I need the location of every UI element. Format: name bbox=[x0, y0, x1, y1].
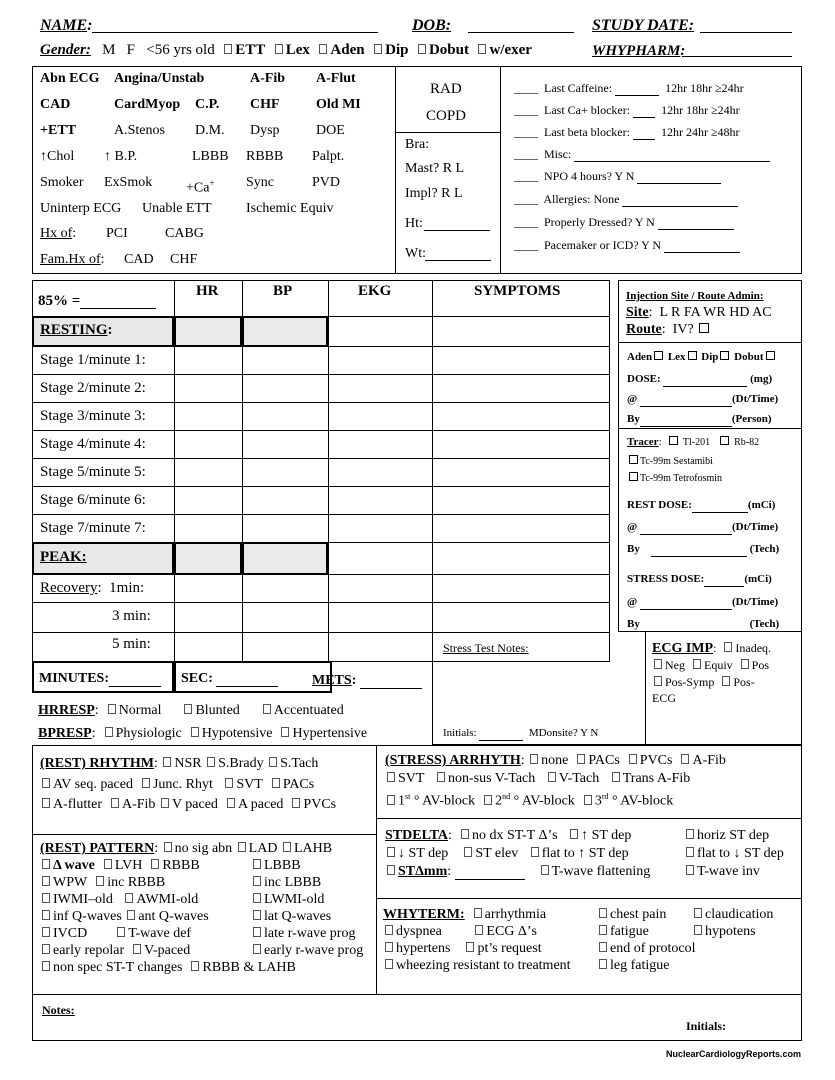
beta-blocker-row[interactable]: ____ Last beta blocker: 12hr 24hr ≥48hr bbox=[514, 125, 740, 139]
rp-lahb-checkbox[interactable] bbox=[283, 842, 291, 852]
aden-label: Aden bbox=[330, 42, 365, 58]
sd-stelev-checkbox[interactable] bbox=[464, 847, 472, 857]
rp-inclbbb[interactable]: inc LBBB bbox=[251, 875, 321, 891]
hx-afib[interactable]: A-Fib bbox=[250, 71, 285, 86]
hx-chf[interactable]: CHF bbox=[250, 97, 280, 112]
sa-afib-checkbox[interactable] bbox=[681, 754, 689, 764]
rest-dose-row[interactable]: REST DOSE: (mCi) bbox=[627, 499, 776, 511]
stdelta-row2: ↓ ST dep ST elev flat to ↑ ST dep bbox=[385, 846, 629, 862]
sa-av1-checkbox[interactable] bbox=[387, 795, 395, 805]
resting-hr-cell[interactable] bbox=[174, 316, 242, 347]
wt-claudication[interactable]: claudication bbox=[692, 907, 773, 923]
hx-cardmyop[interactable]: CardMyop bbox=[114, 97, 181, 112]
whyterm-row3: hypertens pt’s request bbox=[383, 941, 542, 957]
rest-pattern-row2: Δ wave LVH RBBB bbox=[40, 858, 200, 874]
sd-tinv[interactable]: T-wave inv bbox=[684, 864, 760, 880]
rr-avseq-checkbox[interactable] bbox=[42, 778, 50, 788]
ecg-imp-row1: ECG IMP: Inadeq. bbox=[652, 641, 772, 656]
hx-oldmi[interactable]: Old MI bbox=[316, 97, 361, 112]
hx-unable-ett[interactable]: Unable ETT bbox=[142, 201, 212, 216]
rp-early-rwave[interactable]: early r-wave prog bbox=[251, 943, 363, 959]
rr-aflutter-checkbox[interactable] bbox=[42, 798, 50, 808]
recovery-3-label: 3 min: bbox=[112, 608, 151, 624]
peak-label: PEAK: bbox=[40, 549, 87, 565]
lower-right-divider-1 bbox=[376, 818, 802, 819]
rr-nsr-checkbox[interactable] bbox=[163, 757, 171, 767]
sd-down-stdep-checkbox[interactable] bbox=[387, 847, 395, 857]
hrresp-accentuated-checkbox[interactable] bbox=[263, 704, 271, 714]
hx-sync[interactable]: Sync bbox=[246, 175, 274, 190]
gender-m[interactable]: M bbox=[102, 42, 116, 58]
rp-latq[interactable]: lat Q-waves bbox=[251, 909, 331, 925]
peak-hr-cell[interactable] bbox=[174, 542, 242, 575]
rr-pvcs-checkbox[interactable] bbox=[292, 798, 300, 808]
rp-nosig-checkbox[interactable] bbox=[164, 842, 172, 852]
dose-row[interactable]: DOSE: (mg) bbox=[627, 373, 773, 385]
bpresp-hypertensive-checkbox[interactable] bbox=[281, 727, 289, 737]
hr-header: HR bbox=[196, 283, 219, 299]
sa-av2-checkbox[interactable] bbox=[484, 795, 492, 805]
ecg-imp-pos-checkbox[interactable] bbox=[741, 659, 749, 669]
hx-palpt[interactable]: Palpt. bbox=[312, 149, 345, 164]
tracer-sestamibi[interactable]: Tc-99m Sestamibi bbox=[627, 454, 713, 470]
rr-junc-checkbox[interactable] bbox=[142, 778, 150, 788]
minutes-label: MINUTES: bbox=[39, 671, 161, 687]
dressed-row[interactable]: ____ Properly Dressed? Y N bbox=[514, 214, 734, 230]
pacemaker-row[interactable]: ____ Pacemaker or ICD? Y N bbox=[514, 237, 740, 253]
rr-sbrady-checkbox[interactable] bbox=[207, 757, 215, 767]
ecg-imp-inadeq-checkbox[interactable] bbox=[724, 642, 732, 652]
rp-iwmi-checkbox[interactable] bbox=[42, 893, 50, 903]
wt-hypotens[interactable]: hypotens bbox=[692, 924, 756, 940]
lower-left-divider bbox=[32, 834, 376, 835]
lower-divider bbox=[376, 745, 377, 995]
famhx-cad[interactable]: CAD bbox=[124, 252, 154, 267]
ekg-header: EKG bbox=[358, 283, 392, 299]
rp-rbbb-lahb-checkbox[interactable] bbox=[191, 961, 199, 971]
notes-initials-label: Initials: bbox=[686, 1019, 727, 1033]
name-field[interactable] bbox=[92, 32, 378, 33]
sa-pvcs-checkbox[interactable] bbox=[629, 754, 637, 764]
whypharm-field[interactable] bbox=[682, 56, 792, 57]
hx-ca[interactable]: +Ca+ bbox=[186, 178, 215, 196]
row-line bbox=[32, 486, 610, 487]
sd-tflat-checkbox[interactable] bbox=[541, 865, 549, 875]
whypharm-label: WHYPHARM: bbox=[592, 43, 686, 59]
hx-lbbb[interactable]: LBBB bbox=[192, 149, 229, 164]
rest-by-row[interactable]: By (Tech) bbox=[627, 543, 780, 555]
npo-row[interactable]: ____ NPO 4 hours? Y N bbox=[514, 168, 721, 184]
rr-pacs-checkbox[interactable] bbox=[272, 778, 280, 788]
agent-row: Aden Lex Dip Dobut bbox=[627, 349, 777, 365]
hx-abn-ecg[interactable]: Abn ECG bbox=[40, 71, 100, 86]
study-date-field[interactable] bbox=[700, 32, 792, 33]
wt-chestpain[interactable]: chest pain bbox=[597, 907, 666, 923]
mid-divider bbox=[395, 132, 500, 133]
stress-initials[interactable]: Initials: MDonsite? Y N bbox=[443, 727, 599, 739]
resting-bp-cell[interactable] bbox=[242, 316, 328, 347]
rp-delta-checkbox[interactable] bbox=[42, 859, 50, 869]
rest-pattern-row5: inf Q-waves ant Q-waves bbox=[40, 909, 209, 925]
hx-dm[interactable]: D.M. bbox=[195, 123, 225, 138]
history-divider-2 bbox=[500, 66, 501, 274]
dip-label: Dip bbox=[385, 42, 409, 58]
hx-rbbb[interactable]: RBBB bbox=[246, 149, 284, 164]
bp-header: BP bbox=[273, 283, 293, 299]
ecg-imp-neg-checkbox[interactable] bbox=[654, 659, 662, 669]
dob-label: DOB: bbox=[412, 17, 452, 34]
wt-wheezing-checkbox[interactable] bbox=[385, 959, 393, 969]
hx-doe[interactable]: DOE bbox=[316, 123, 345, 138]
footer-site: NuclearCardiologyReports.com bbox=[666, 1049, 802, 1059]
tracer-rb82-checkbox[interactable] bbox=[720, 436, 729, 445]
impl-option[interactable]: Impl? R L bbox=[405, 186, 463, 201]
aden-checkbox[interactable] bbox=[319, 44, 327, 54]
inj-divider bbox=[618, 428, 802, 429]
sec-label: SEC: bbox=[181, 671, 278, 687]
wt-arrhythmia-checkbox[interactable] bbox=[474, 908, 482, 918]
wt-endprotocol[interactable]: end of protocol bbox=[597, 941, 696, 957]
dip-checkbox[interactable] bbox=[374, 44, 382, 54]
hx-of-label: Hx of: bbox=[40, 226, 77, 241]
rp-nonspec-checkbox[interactable] bbox=[42, 961, 50, 971]
agent-lex-checkbox[interactable] bbox=[688, 351, 697, 360]
stress-arrhyth-row2: SVT non-sus V-Tach V-Tach Trans A-Fib bbox=[385, 771, 690, 787]
inj-divider bbox=[618, 342, 802, 343]
sd-up-stdep-checkbox[interactable] bbox=[570, 829, 578, 839]
rest-rhythm-row3: A-flutter A-Fib V paced A paced PVCs bbox=[40, 797, 336, 813]
wexer-label: w/exer bbox=[489, 42, 532, 58]
ht-field[interactable] bbox=[424, 230, 490, 231]
sd-nodx-checkbox[interactable] bbox=[461, 829, 469, 839]
mets-label: METS: bbox=[312, 673, 422, 689]
peak-bp-cell[interactable] bbox=[242, 542, 328, 575]
pct-label: 85% = bbox=[38, 293, 156, 309]
rp-lbbb[interactable]: LBBB bbox=[251, 858, 301, 874]
resting-label: RESTING: bbox=[40, 322, 113, 338]
stage-1-label: Stage 1/minute 1: bbox=[40, 352, 146, 368]
row-line bbox=[32, 602, 610, 603]
ht-label: Ht: bbox=[405, 216, 423, 231]
sa-svt-checkbox[interactable] bbox=[387, 772, 395, 782]
site-row[interactable]: Site: L R FA WR HD AC bbox=[626, 305, 772, 320]
gender-label: Gender: bbox=[40, 42, 91, 58]
hx-pvd[interactable]: PVD bbox=[312, 175, 341, 190]
gender-f[interactable]: F bbox=[126, 42, 136, 58]
whyterm-row4: wheezing resistant to treatment bbox=[383, 958, 571, 974]
ecg-imp-row2: Neg Equiv Pos bbox=[652, 657, 769, 673]
ett-label: ETT bbox=[235, 42, 266, 58]
rest-at-row[interactable]: @ (Dt/Time) bbox=[627, 521, 779, 533]
dobut-label: Dobut bbox=[428, 42, 469, 58]
sa-pacs-checkbox[interactable] bbox=[577, 754, 585, 764]
wt-legfatigue[interactable]: leg fatigue bbox=[597, 958, 669, 974]
hrresp-blunted-checkbox[interactable] bbox=[184, 704, 192, 714]
lex-label: Lex bbox=[285, 42, 310, 58]
bpresp-row: BPRESP: Physiologic Hypotensive Hypertensive bbox=[38, 726, 368, 741]
wt-dyspnea-checkbox[interactable] bbox=[385, 925, 393, 935]
dobut-checkbox[interactable] bbox=[418, 44, 426, 54]
rest-pattern-row3: WPW inc RBBB bbox=[40, 875, 165, 891]
wt-ecg-checkbox[interactable] bbox=[475, 925, 483, 935]
hx-cabg[interactable]: CABG bbox=[165, 226, 204, 241]
whyterm-row2: dyspnea ECG Δ’s bbox=[383, 924, 537, 940]
rr-vpaced-checkbox[interactable] bbox=[161, 798, 169, 808]
col-ekg-left bbox=[328, 280, 329, 662]
tracer-tetrofosmin[interactable]: Tc-99m Tetrofosmin bbox=[627, 471, 722, 487]
stress-notes-label: Stress Test Notes: bbox=[443, 641, 529, 655]
bpresp-hypotensive-checkbox[interactable] bbox=[191, 727, 199, 737]
hrresp-row: HRRESP: Normal Blunted Accentuated bbox=[38, 703, 344, 718]
misc-row[interactable]: ____ Misc: bbox=[514, 146, 770, 162]
hx-bp[interactable]: ↑ B.P. bbox=[104, 149, 138, 164]
hx-aflut[interactable]: A-Flut bbox=[316, 71, 356, 86]
stage-5-label: Stage 5/minute 5: bbox=[40, 464, 146, 480]
famhx-label: Fam.Hx of: bbox=[40, 252, 105, 267]
hx-smoker[interactable]: Smoker bbox=[40, 175, 84, 190]
bpresp-physiologic-checkbox[interactable] bbox=[105, 727, 113, 737]
tracer-row: Tracer: Tl-201 Rb-82 bbox=[627, 436, 760, 448]
stdelta-row1: STDELTA: no dx ST-T Δ’s ↑ ST dep bbox=[385, 828, 632, 843]
rp-lvh-checkbox[interactable] bbox=[104, 859, 112, 869]
row-line bbox=[32, 458, 610, 459]
stage-7-label: Stage 7/minute 7: bbox=[40, 520, 146, 536]
study-date-label: STUDY DATE: bbox=[592, 17, 695, 34]
bra-label: Bra: bbox=[405, 137, 430, 152]
stage-2-label: Stage 2/minute 2: bbox=[40, 380, 146, 396]
rp-vpaced-checkbox[interactable] bbox=[133, 944, 141, 954]
route-row[interactable]: Route: IV? bbox=[626, 322, 711, 338]
name-label: NAME: bbox=[40, 17, 93, 34]
hx-astenos[interactable]: A.Stenos bbox=[114, 123, 165, 138]
rp-lad-checkbox[interactable] bbox=[238, 842, 246, 852]
sd-horiz[interactable]: horiz ST dep bbox=[684, 828, 769, 844]
hrresp-normal-checkbox[interactable] bbox=[108, 704, 116, 714]
stress-arrhyth-row1: (STRESS) ARRHYTH: none PACs PVCs A-Fib bbox=[385, 753, 726, 768]
rest-pattern-row8: non spec ST-T changes RBBB & LAHB bbox=[40, 960, 296, 976]
rest-pattern-row1: (REST) PATTERN: no sig abn LAD LAHB bbox=[40, 841, 333, 856]
famhx-chf[interactable]: CHF bbox=[170, 252, 198, 267]
hx-ischemic-equiv[interactable]: Ischemic Equiv bbox=[246, 201, 334, 216]
rp-wpw-checkbox[interactable] bbox=[42, 876, 50, 886]
stress-by-row[interactable]: By (Tech) bbox=[627, 618, 780, 630]
dob-field[interactable] bbox=[468, 32, 574, 33]
age-option[interactable]: <56 yrs old bbox=[146, 42, 215, 58]
hx-dysp[interactable]: Dysp bbox=[250, 123, 280, 138]
sa-none-checkbox[interactable] bbox=[530, 754, 538, 764]
rad-option[interactable]: RAD bbox=[430, 81, 462, 97]
ecg-imp-pos-ecg-checkbox[interactable] bbox=[722, 676, 730, 686]
rp-awmi-checkbox[interactable] bbox=[125, 893, 133, 903]
stage-3-label: Stage 3/minute 3: bbox=[40, 408, 146, 424]
row-line bbox=[32, 402, 610, 403]
gender-row bbox=[40, 42, 532, 58]
hx-cp[interactable]: C.P. bbox=[195, 97, 220, 112]
hx-angina[interactable]: Angina/Unstab bbox=[114, 71, 205, 86]
rp-late-rwave[interactable]: late r-wave prog bbox=[251, 926, 355, 942]
row-line bbox=[32, 374, 610, 375]
injection-title: Injection Site / Route Admin: bbox=[626, 290, 764, 302]
agent-dip-checkbox[interactable] bbox=[720, 351, 729, 360]
sd-flat-up-checkbox[interactable] bbox=[531, 847, 539, 857]
history-divider-1 bbox=[395, 66, 396, 274]
stress-dose-row[interactable]: STRESS DOSE: (mCi) bbox=[627, 573, 772, 585]
dose-at-row[interactable]: @ (Dt/Time) bbox=[627, 393, 779, 405]
rest-rhythm-row1: (REST) RHYTHM: NSR S.Brady S.Tach bbox=[40, 756, 319, 771]
rp-rbbb-checkbox[interactable] bbox=[151, 859, 159, 869]
lex-checkbox[interactable] bbox=[275, 44, 283, 54]
rest-pattern-row6: IVCD T-wave def bbox=[40, 926, 191, 942]
sa-vtach-checkbox[interactable] bbox=[548, 772, 556, 782]
wt-request-checkbox[interactable] bbox=[466, 942, 474, 952]
hx-uninterp-ecg[interactable]: Uninterp ECG bbox=[40, 201, 122, 216]
rp-antq-checkbox[interactable] bbox=[127, 910, 135, 920]
ecg-imp-divider bbox=[645, 632, 646, 744]
rest-pattern-row4: IWMI–old AWMI-old bbox=[40, 892, 198, 908]
ecg-imp-pos-symp-checkbox[interactable] bbox=[654, 676, 662, 686]
mast-option[interactable]: Mast? R L bbox=[405, 161, 465, 176]
whyterm-row1: WHYTERM: arrhythmia bbox=[383, 907, 547, 922]
row-line bbox=[32, 430, 610, 431]
hx-cad[interactable]: CAD bbox=[40, 97, 71, 112]
wexer-checkbox[interactable] bbox=[478, 44, 486, 54]
caffeine-row[interactable]: ____ Last Caffeine: 12hr 18hr ≥24hr bbox=[514, 81, 744, 95]
hx-pci[interactable]: PCI bbox=[106, 226, 128, 241]
wt-field[interactable] bbox=[425, 260, 491, 261]
ecg-imp-row3: Pos-Symp Pos- bbox=[652, 674, 755, 690]
stage-4-label: Stage 4/minute 4: bbox=[40, 436, 146, 452]
allergies-row[interactable]: ____ Allergies: None bbox=[514, 191, 738, 207]
rr-apaced-checkbox[interactable] bbox=[227, 798, 235, 808]
rp-incrbbb-checkbox[interactable] bbox=[96, 876, 104, 886]
rest-rhythm-row2: AV seq. paced Junc. Rhyt SVT PACs bbox=[40, 777, 314, 793]
col-sym-left bbox=[432, 280, 433, 632]
recovery-5-label: 5 min: bbox=[112, 636, 151, 652]
hx-exsmok[interactable]: ExSmok bbox=[104, 175, 153, 190]
ca-blocker-row[interactable]: ____ Last Ca+ blocker: 12hr 18hr ≥24hr bbox=[514, 103, 740, 117]
stress-arrhyth-row3: 1st ° AV-block 2nd ° AV-block 3rd ° AV-block bbox=[385, 789, 673, 810]
rest-pattern-row7: early repolar V-paced bbox=[40, 943, 190, 959]
rp-twave-checkbox[interactable] bbox=[117, 927, 125, 937]
ecg-imp-equiv-checkbox[interactable] bbox=[693, 659, 701, 669]
stdelta-row3: STΔmm: T-wave flattening bbox=[385, 864, 650, 880]
ecg-imp-row4: ECG bbox=[652, 691, 676, 705]
sd-flat-down[interactable]: flat to ↓ ST dep bbox=[684, 846, 784, 862]
agent-dobut-checkbox[interactable] bbox=[766, 351, 775, 360]
symptoms-header: SYMPTOMS bbox=[474, 283, 561, 299]
notes-label: Notes: bbox=[42, 1003, 75, 1017]
sa-trans-afib-checkbox[interactable] bbox=[612, 772, 620, 782]
stage-6-label: Stage 6/minute 6: bbox=[40, 492, 146, 508]
hx-plus-ett[interactable]: +ETT bbox=[40, 123, 76, 138]
wt-label: Wt: bbox=[405, 246, 426, 261]
rp-infq-checkbox[interactable] bbox=[42, 910, 50, 920]
recovery-label: Recovery: 1min: bbox=[40, 580, 145, 596]
stress-at-row[interactable]: @ (Dt/Time) bbox=[627, 596, 779, 608]
wt-hypertens-checkbox[interactable] bbox=[385, 942, 393, 952]
lower-right-divider-2 bbox=[376, 898, 802, 899]
dose-by-row[interactable]: By (Person) bbox=[627, 413, 772, 425]
rr-stach-checkbox[interactable] bbox=[269, 757, 277, 767]
iv-checkbox[interactable] bbox=[699, 323, 709, 333]
sa-av3-checkbox[interactable] bbox=[584, 795, 592, 805]
hx-chol[interactable]: ↑Chol bbox=[40, 149, 75, 164]
agent-aden-checkbox[interactable] bbox=[654, 351, 663, 360]
rr-svt-checkbox[interactable] bbox=[225, 778, 233, 788]
rp-ivcd-checkbox[interactable] bbox=[42, 927, 50, 937]
wt-fatigue[interactable]: fatigue bbox=[597, 924, 649, 940]
sd-stdmm-checkbox[interactable] bbox=[387, 865, 395, 875]
rr-afib-checkbox[interactable] bbox=[111, 798, 119, 808]
rp-early-repolar-checkbox[interactable] bbox=[42, 944, 50, 954]
sa-nonsus-vtach-checkbox[interactable] bbox=[437, 772, 445, 782]
tracer-tl201-checkbox[interactable] bbox=[669, 436, 678, 445]
rp-lwmi[interactable]: LWMI-old bbox=[251, 892, 324, 908]
copd-option[interactable]: COPD bbox=[426, 108, 467, 124]
row-line bbox=[32, 514, 610, 515]
ett-checkbox[interactable] bbox=[224, 44, 232, 54]
